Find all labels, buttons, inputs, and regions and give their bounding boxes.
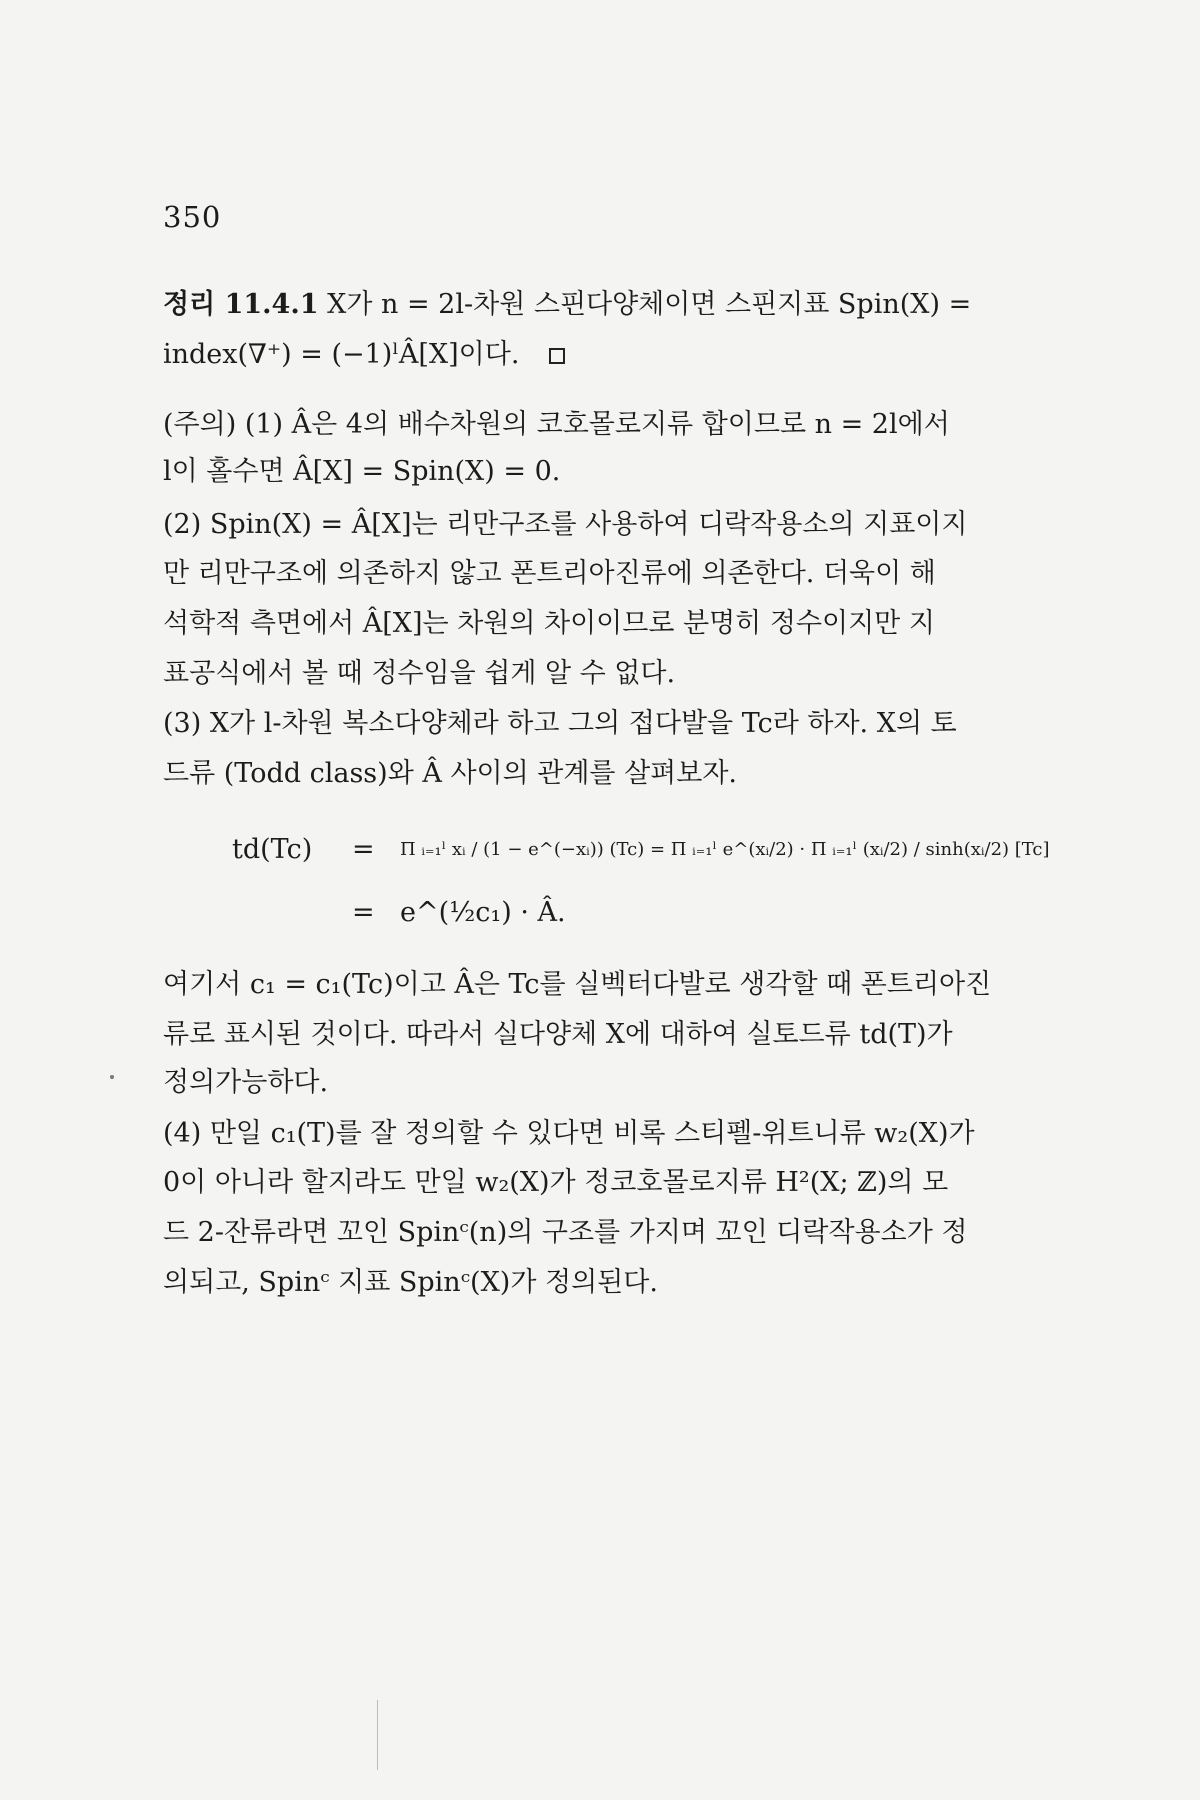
qed-box-icon — [549, 348, 565, 364]
note-line: (주의) (1) Â은 4의 배수차원의 코호몰로지류 합이므로 n = 2l에서 — [163, 409, 950, 440]
body-line: 류로 표시된 것이다. 따라서 실다양체 X에 대하여 실토드류 td(T)가 — [163, 1019, 953, 1050]
body-line: 0이 아니라 할지라도 만일 w₂(X)가 정코호몰로지류 H²(X; ℤ)의 모 — [163, 1167, 949, 1198]
body-line: 의되고, Spinᶜ 지표 Spinᶜ(X)가 정의된다. — [163, 1267, 658, 1298]
body-line: 드 2-잔류라면 꼬인 Spinᶜ(n)의 구조를 가지며 꼬인 디락작용소가 정 — [163, 1217, 968, 1248]
equation-equals-2: = — [352, 897, 375, 928]
note-line: 표공식에서 볼 때 정수임을 쉽게 알 수 없다. — [163, 658, 676, 689]
body-line: (4) 만일 c₁(T)를 잘 정의할 수 있다면 비록 스티펠-위트니류 w₂(X)가 — [163, 1118, 975, 1149]
note-line: 만 리만구조에 의존하지 않고 폰트리아진류에 의존한다. 더욱이 해 — [163, 558, 936, 589]
note-line: 석학적 측면에서 Â[X]는 차원의 차이이므로 분명히 정수이지만 지 — [163, 608, 935, 639]
equation-equals-1: = — [352, 834, 375, 865]
note-line: l이 홀수면 Â[X] = Spin(X) = 0. — [163, 456, 561, 487]
theorem-statement-1: X가 n = 2l-차원 스핀다양체이면 스핀지표 Spin(X) = — [327, 289, 972, 320]
theorem-statement-2: index(∇⁺) = (−1)ˡÂ[X]이다. — [163, 339, 520, 370]
theorem-line-2 — [163, 335, 1043, 375]
equation-rhs-1: Π ᵢ₌₁ˡ xᵢ / (1 − e^(−xᵢ)) (Tc) = Π ᵢ₌₁ˡ e^(xᵢ/2) · Π ᵢ₌₁ˡ (xᵢ/2) / sinh(xᵢ/2) [Tc] — [400, 839, 1050, 860]
scan-speck — [110, 1075, 114, 1079]
note-line: (2) Spin(X) = Â[X]는 리만구조를 사용하여 디락작용소의 지표이지 — [163, 509, 968, 540]
theorem-label: 정리 11.4.1 — [163, 289, 319, 320]
equation-lhs: td(Tc) — [232, 834, 313, 865]
equation-rhs-2: e^(½c₁) · Â. — [400, 897, 566, 928]
scan-artifact-line — [377, 1700, 378, 1770]
theorem-line-1 — [163, 285, 1043, 325]
note-line: 드류 (Todd class)와 Â 사이의 관계를 살펴보자. — [163, 758, 738, 789]
body-line: 여기서 c₁ = c₁(Tc)이고 Â은 Tc를 실벡터다발로 생각할 때 폰트리아진 — [163, 969, 992, 1000]
note-line: (3) X가 l-차원 복소다양체라 하고 그의 접다발을 Tc라 하자. X의 토 — [163, 708, 957, 739]
page-number: 350 — [163, 200, 222, 234]
body-line: 정의가능하다. — [163, 1067, 329, 1098]
